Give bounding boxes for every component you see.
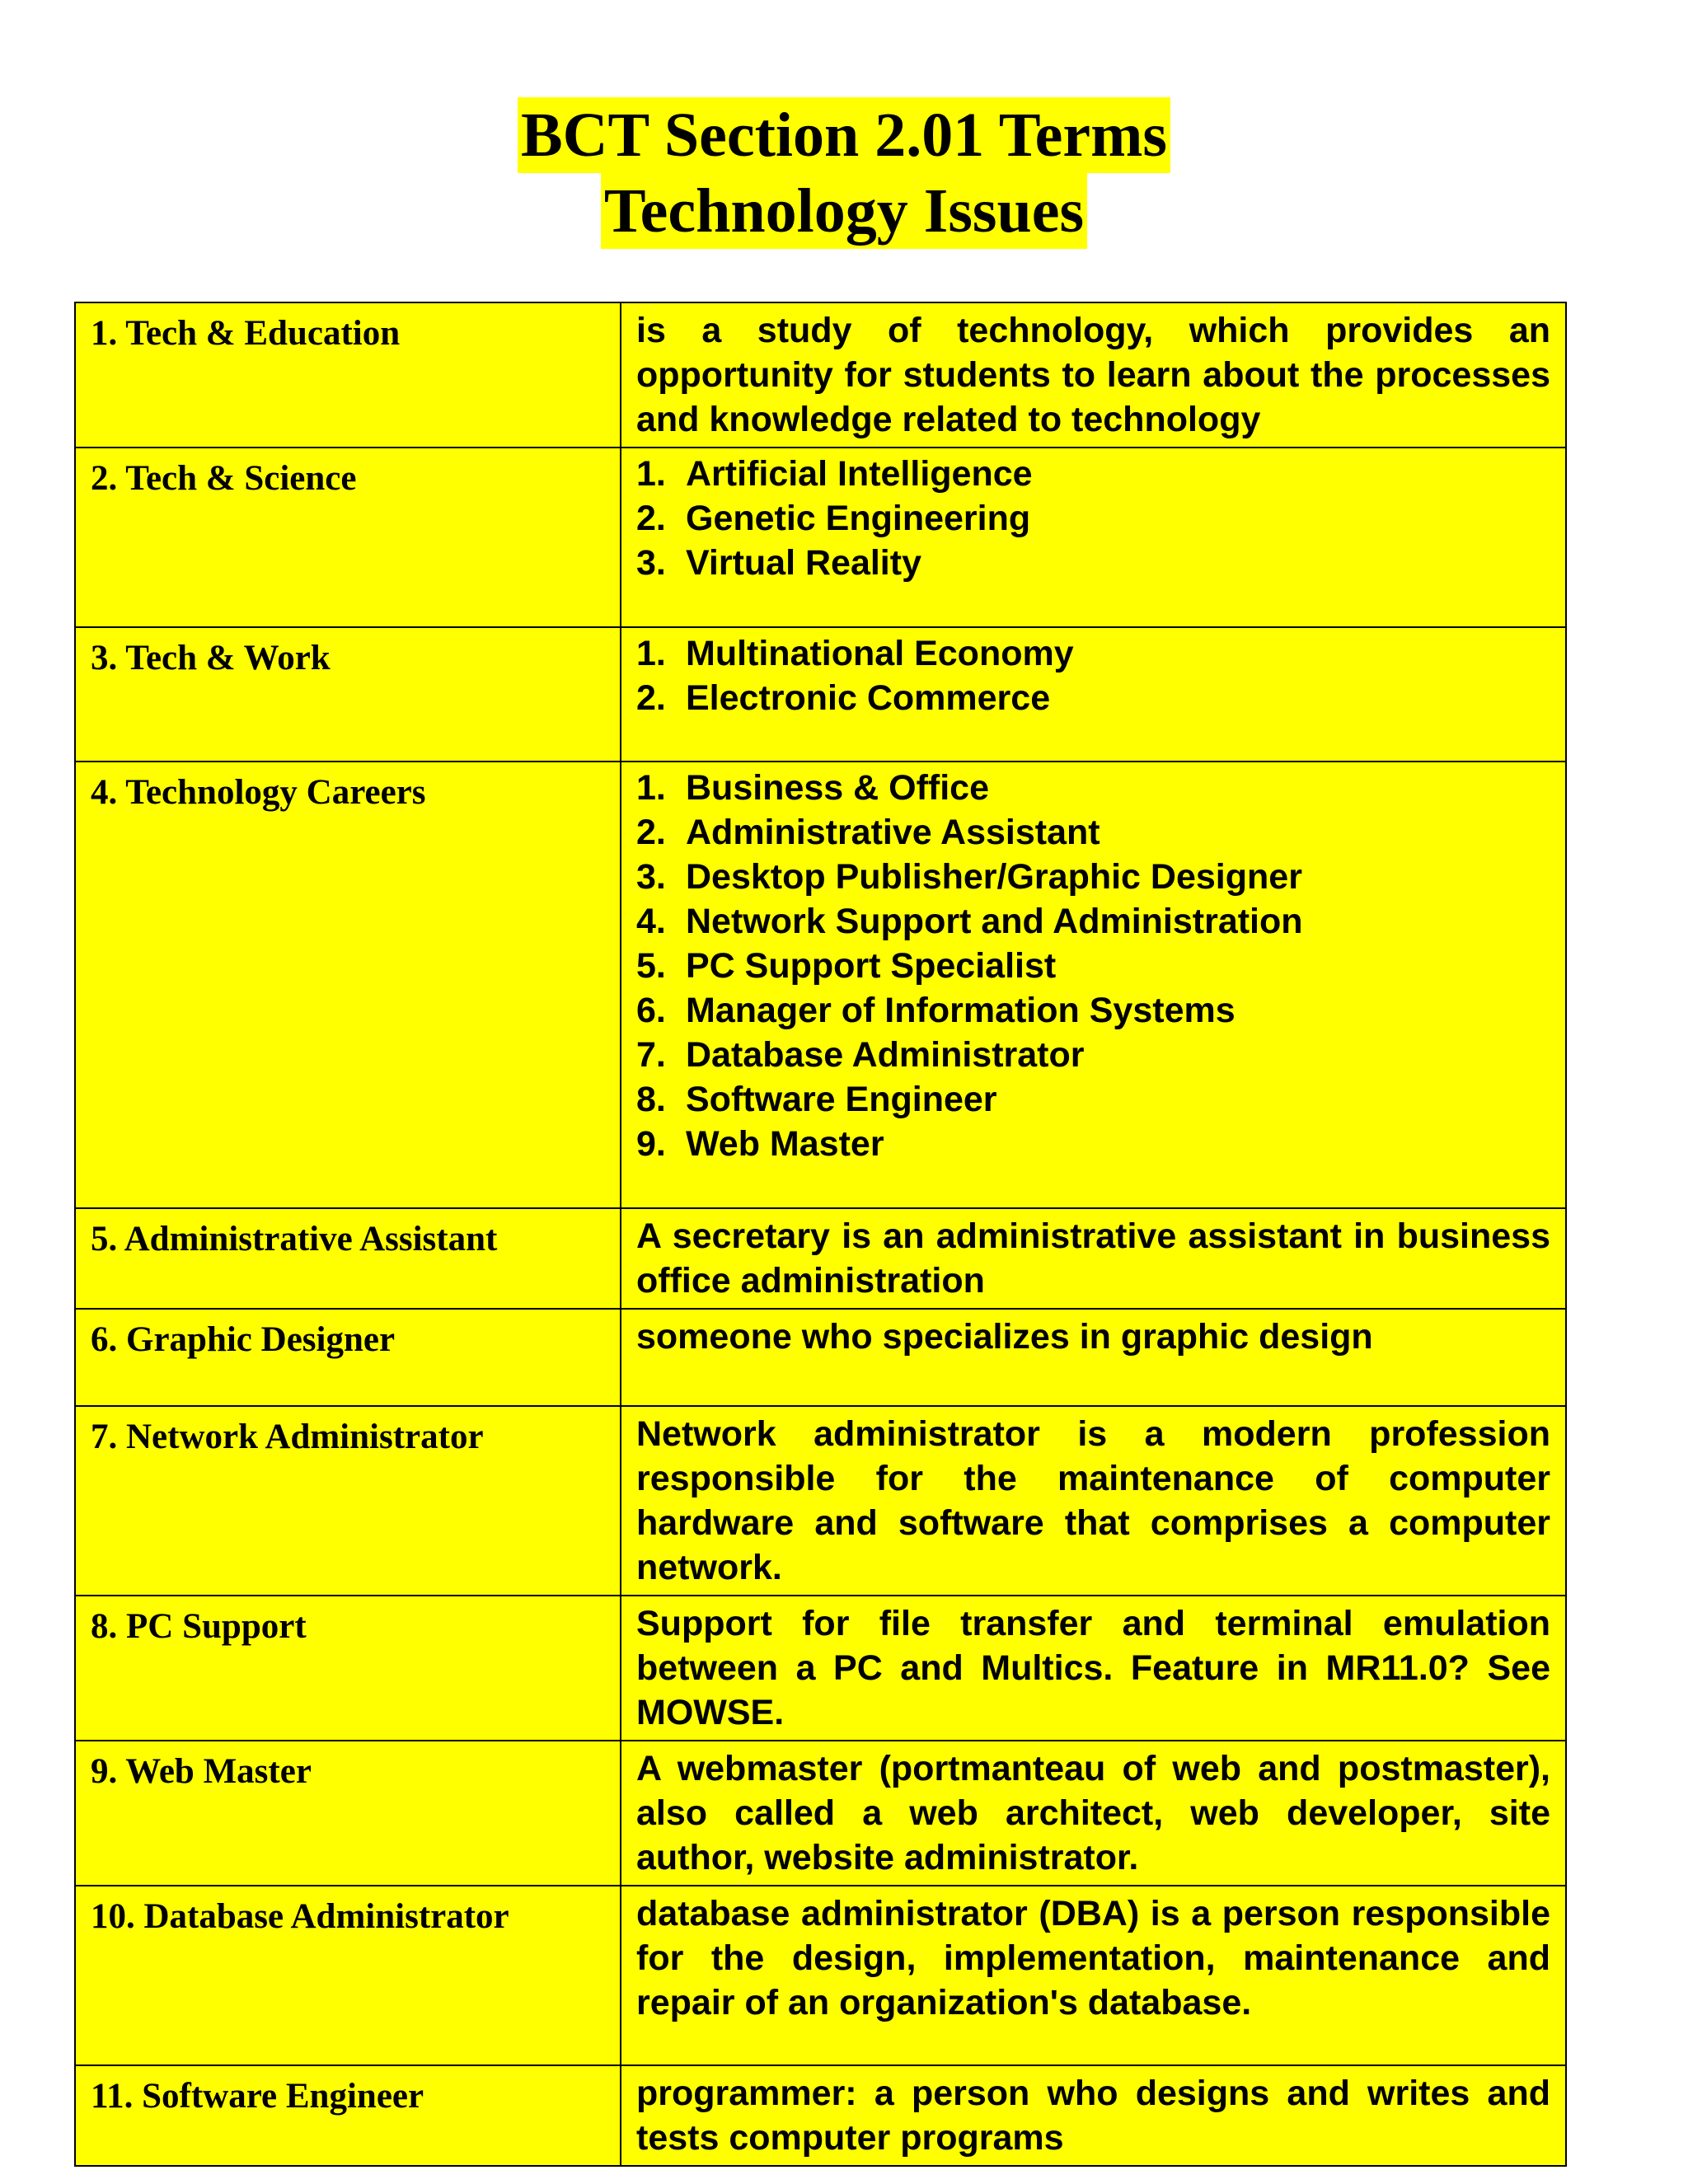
term-label: 7. Network Administrator	[91, 1418, 484, 1456]
definition-cell	[621, 627, 1566, 762]
page-title	[0, 97, 1688, 249]
definition-cell	[621, 2065, 1566, 2166]
term-label: 9. Web Master	[91, 1752, 312, 1791]
definition-cell	[621, 1596, 1566, 1741]
term-cell	[75, 1406, 621, 1596]
term-label: 11. Software Engineer	[91, 2077, 424, 2116]
definition-list	[636, 766, 1550, 1166]
definition-cell	[621, 1309, 1566, 1406]
definition-list	[636, 452, 1550, 585]
table-row	[75, 1596, 1566, 1741]
definition-list	[636, 631, 1550, 720]
list-item: 3. Virtual Reality	[636, 543, 921, 583]
list-item: 8. Software Engineer	[636, 1080, 997, 1119]
term-label: 5. Administrative Assistant	[91, 1220, 498, 1258]
term-cell	[75, 1596, 621, 1741]
definition-text: A webmaster (portmanteau of web and postmaster), also called a web architect, web developer, site author, website administrator.	[636, 1749, 1550, 1877]
title-line-2: Technology Issues	[601, 173, 1087, 249]
list-item: 1. Business & Office	[636, 768, 989, 808]
definition-cell	[621, 448, 1566, 627]
table-row	[75, 448, 1566, 627]
list-item: 2. Genetic Engineering	[636, 499, 1031, 538]
table-row	[75, 1741, 1566, 1886]
definition-cell	[621, 762, 1566, 1208]
table-row	[75, 1309, 1566, 1406]
term-label: 2. Tech & Science	[91, 459, 357, 498]
definition-cell	[621, 1741, 1566, 1886]
definition-cell	[621, 1886, 1566, 2065]
term-label: 1. Tech & Education	[91, 314, 401, 353]
definition-text: is a study of technology, which provides an opportunity for students to learn about the processes and knowledge related to technology	[636, 311, 1550, 439]
definition-text: database administrator (DBA) is a person responsible for the design, implementation, maintenance and repair of an organization's database.	[636, 1894, 1550, 2022]
list-item: 7. Database Administrator	[636, 1035, 1085, 1075]
list-item: 5. PC Support Specialist	[636, 946, 1057, 986]
list-item: 2. Electronic Commerce	[636, 678, 1051, 718]
definition-text: someone who specializes in graphic design	[636, 1317, 1373, 1357]
list-item: 1. Artificial Intelligence	[636, 454, 1033, 494]
term-cell	[75, 1741, 621, 1886]
definition-cell	[621, 1406, 1566, 1596]
definition-cell	[621, 1208, 1566, 1309]
table-row	[75, 762, 1566, 1208]
definition-text: programmer: a person who designs and writes and tests computer programs	[636, 2074, 1550, 2158]
table-row	[75, 1208, 1566, 1309]
definition-text: Network administrator is a modern profession responsible for the maintenance of computer hardware and software that comprises a computer network.	[636, 1414, 1550, 1587]
term-label: 10. Database Administrator	[91, 1897, 509, 1936]
term-cell	[75, 762, 621, 1208]
table-row	[75, 1886, 1566, 2065]
term-cell	[75, 627, 621, 762]
list-item: 6. Manager of Information Systems	[636, 991, 1236, 1030]
term-cell	[75, 2065, 621, 2166]
term-cell	[75, 448, 621, 627]
term-cell	[75, 1309, 621, 1406]
term-label: 3. Tech & Work	[91, 639, 331, 677]
term-label: 6. Graphic Designer	[91, 1320, 396, 1359]
list-item: 1. Multinational Economy	[636, 634, 1074, 673]
term-cell	[75, 1208, 621, 1309]
term-cell	[75, 302, 621, 448]
table-row	[75, 1406, 1566, 1596]
list-item: 3. Desktop Publisher/Graphic Designer	[636, 857, 1302, 897]
definition-text: A secretary is an administrative assistant in business office administration	[636, 1216, 1550, 1301]
term-cell	[75, 1886, 621, 2065]
definition-text: Support for file transfer and terminal emulation between a PC and Multics. Feature in MR11.0? See MOWSE.	[636, 1604, 1550, 1732]
list-item: 9. Web Master	[636, 1124, 884, 1164]
term-label: 4. Technology Careers	[91, 773, 426, 812]
table-row	[75, 2065, 1566, 2166]
list-item: 2. Administrative Assistant	[636, 813, 1100, 852]
terms-table	[74, 302, 1567, 2167]
table-row	[75, 627, 1566, 762]
title-line-1: BCT Section 2.01 Terms	[518, 97, 1170, 173]
list-item: 4. Network Support and Administration	[636, 902, 1303, 941]
table-row	[75, 302, 1566, 448]
definition-cell	[621, 302, 1566, 448]
term-label: 8. PC Support	[91, 1607, 307, 1646]
